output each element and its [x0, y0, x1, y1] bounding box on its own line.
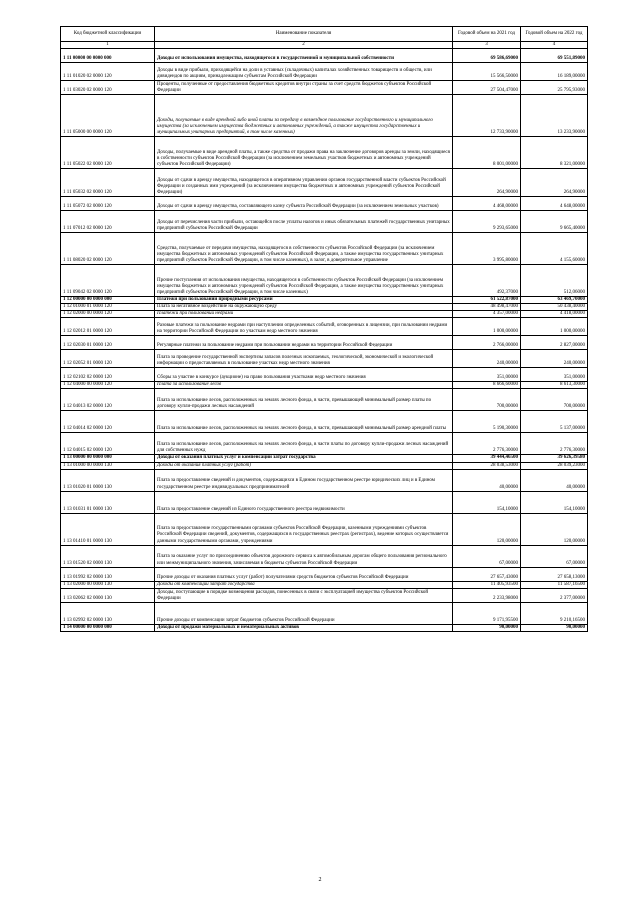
row-value-2022: 11 587,16500: [521, 581, 588, 588]
row-value-2022: 1 000,00000: [521, 318, 588, 336]
row-value-2022: 8 321,00000: [521, 137, 588, 169]
row-value-2021: 2 233,98000: [453, 588, 521, 602]
row-code: 1 12 00000 00 0000 000: [61, 297, 155, 304]
table-row: [61, 350, 588, 368]
row-name: Средства, получаемые от передачи имущества, находящегося в собственности субъектов Российской Федерации (за исключением имущества бюджетных и автономных учреждений субъектов Российской Федерации, а также имущества государственных унитарных предприятий субъектов Российской Федерации, в том числе казенных), в залог, в доверительное управление: [155, 233, 453, 265]
header-code: Код бюджетной классификации: [61, 27, 155, 42]
row-value-2021: 8 666,60000: [453, 382, 521, 389]
row-value-2021: 240,00000: [453, 350, 521, 368]
row-value-2021: 4 357,00000: [453, 311, 521, 318]
row-code: 1 14 00000 00 0000 000: [61, 624, 155, 631]
row-code: 1 12 02052 01 0000 120: [61, 350, 155, 368]
row-code: 1 12 02102 02 0000 120: [61, 368, 155, 382]
row-value-2022: 512,06000: [521, 265, 588, 297]
table-row: [61, 389, 588, 411]
row-value-2021: 40,00000: [453, 469, 521, 491]
row-value-2021: 3 995,80000: [453, 233, 521, 265]
row-name: Прочие доходы от оказания платных услуг (работ) получателями средств бюджетов субъектов Российской Федерации: [155, 567, 453, 581]
row-value-2021: 154,10000: [453, 491, 521, 513]
row-value-2022: 351,00000: [521, 368, 588, 382]
row-name: Доходы, получаемые в виде арендной платы, а также средства от продажи права на заключение договоров аренды за земли, находящиеся в собственности субъектов Российской Федерации (за исключением земельных участков бюджетных и автономных учреждений субъектов Российской Федерации): [155, 137, 453, 169]
table-row: [61, 545, 588, 567]
table-row: [61, 197, 588, 211]
row-value-2021: 700,00000: [453, 389, 521, 411]
row-code: 1 13 01520 02 0000 130: [61, 545, 155, 567]
row-name: Доходы в виде прибыли, приходящейся на доли в уставных (складочных) капиталах хозяйственных товариществ и обществ, или дивидендов по акциям, принадлежащим субъектам Российской Федерации: [155, 63, 453, 81]
row-code: 1 11 07012 02 0000 120: [61, 211, 155, 233]
table-row: [61, 491, 588, 513]
table-row: [61, 368, 588, 382]
row-code: 1 13 01031 01 0000 130: [61, 491, 155, 513]
row-code: 1 12 04015 02 0000 120: [61, 433, 155, 455]
table-row: [61, 336, 588, 350]
row-value-2021: 5 190,30000: [453, 411, 521, 433]
header-name: Наименование показателя: [155, 27, 453, 42]
row-value-2021: 27 504,47000: [453, 81, 521, 95]
row-code: 1 12 04013 02 0000 120: [61, 389, 155, 411]
row-code: 1 11 00000 00 0000 000: [61, 49, 155, 63]
row-value-2021: 2 776,30000: [453, 433, 521, 455]
row-name: Плата за негативное воздействие на окружающую среду: [155, 304, 453, 311]
row-value-2021: 2 766,00000: [453, 336, 521, 350]
table-row: [61, 311, 588, 318]
row-name: Сборы за участие в конкурсе (аукционе) на право пользования участками недр местного значения: [155, 368, 453, 382]
row-name: Плата за использование лесов: [155, 382, 453, 389]
row-value-2022: 50 438,40000: [521, 304, 588, 311]
row-value-2022: 154,10000: [521, 491, 588, 513]
row-value-2022: 9 665,40000: [521, 211, 588, 233]
row-value-2021: 11 405,93500: [453, 581, 521, 588]
row-value-2022: 90,00000: [521, 624, 588, 631]
row-code: 1 13 02000 00 0000 130: [61, 581, 155, 588]
table-row: [61, 382, 588, 389]
row-code: 1 12 02030 01 0000 120: [61, 336, 155, 350]
table-row: [61, 602, 588, 624]
row-code: 1 12 02000 00 0000 120: [61, 311, 155, 318]
row-name: Доходы от оказания платных услуг (работ): [155, 462, 453, 469]
row-value-2021: 39 444,46500: [453, 455, 521, 462]
table-row: [61, 137, 588, 169]
row-code: 1 11 05000 00 0000 120: [61, 95, 155, 137]
row-code: 1 11 05032 02 0000 120: [61, 169, 155, 197]
row-name: Плата за предоставление сведений и документов, содержащихся в Едином государственном реестре юридических лиц и в Едином государственном реестре индивидуальных предпринимателей: [155, 469, 453, 491]
row-value-2022: 2 377,00000: [521, 588, 588, 602]
row-value-2022: 40,00000: [521, 469, 588, 491]
row-value-2022: 9 210,16500: [521, 602, 588, 624]
row-code: 1 11 09042 02 0000 120: [61, 265, 155, 297]
row-value-2022: 4 648,00000: [521, 197, 588, 211]
table-row: [61, 588, 588, 602]
table-header-row: [61, 27, 588, 42]
column-number: 4: [521, 42, 588, 49]
row-value-2022: 16 189,00000: [521, 63, 588, 81]
row-name: Плата за использование лесов, расположенных на землях лесного фонда, в части, превышающей минимальный размер платы по договору купли-продажи лесных насаждений: [155, 389, 453, 411]
row-name: Доходы, поступающие в порядке возмещения расходов, понесенных в связи с эксплуатацией имущества субъектов Российской Федерации: [155, 588, 453, 602]
column-number: 1: [61, 42, 155, 49]
row-value-2021: 8 001,00000: [453, 137, 521, 169]
row-value-2022: 28 039,23000: [521, 462, 588, 469]
row-name: Доходы от перечисления части прибыли, остающейся после уплаты налогов и иных обязательных платежей государственных унитарных предприятий субъектов Российской Федерации: [155, 211, 453, 233]
row-code: 1 11 05072 02 0000 120: [61, 197, 155, 211]
row-value-2021: 28 038,53000: [453, 462, 521, 469]
row-code: 1 11 08020 02 0000 120: [61, 233, 155, 265]
row-value-2022: 2 827,00000: [521, 336, 588, 350]
row-value-2021: 264,90000: [453, 169, 521, 197]
row-value-2021: 4 468,00000: [453, 197, 521, 211]
row-value-2021: 15 566,50000: [453, 63, 521, 81]
table-row: [61, 81, 588, 95]
table-row: [61, 265, 588, 297]
row-name: Регулярные платежи за пользование недрами при пользовании недрами на территории Российской Федерации: [155, 336, 453, 350]
header-2021: Годовой объем на 2021 год: [453, 27, 521, 42]
row-value-2022: 63 469,70000: [521, 297, 588, 304]
row-name: Плата за предоставление государственными органами субъектов Российской Федерации, казенными учреждениями субъектов Российской Федерации сведений, документов, содержащихся в государственных реестрах (регистрах), ведение которых осуществляется данными государственными органами, учреждениями: [155, 513, 453, 545]
table-row: [61, 95, 588, 137]
table-body: [61, 49, 588, 632]
row-value-2022: 69 551,89000: [521, 49, 588, 63]
row-value-2022: 4 155,60000: [521, 233, 588, 265]
row-code: 1 13 01410 01 0000 130: [61, 513, 155, 545]
column-number: 2: [155, 42, 453, 49]
table-row: [61, 567, 588, 581]
row-code: 1 11 05022 02 0000 120: [61, 137, 155, 169]
row-value-2021: 351,00000: [453, 368, 521, 382]
row-name: Доходы от продажи материальных и нематериальных активов: [155, 624, 453, 631]
row-value-2022: 240,00000: [521, 350, 588, 368]
table-row: [61, 411, 588, 433]
row-code: 1 12 04000 00 0000 120: [61, 382, 155, 389]
row-name: Плата за проведение государственной экспертизы запасов полезных ископаемых, геологической, экономической и экологической информации о предоставляемых в пользование участках недр местного значения: [155, 350, 453, 368]
row-name: Доходы, получаемые в виде арендной либо иной платы за передачу в возмездное пользование государственного и муниципального имущества (за исключением имущества бюджетных и автономных учреждений, а также имущества государственных и муниципальных унитарных предприятий, в том числе казенных): [155, 95, 453, 137]
row-value-2021: 1 000,00000: [453, 318, 521, 336]
row-name: Плата за использование лесов, расположенных на землях лесного фонда, в части платы по договору купли-продажи лесных насаждений для собственных нужд: [155, 433, 453, 455]
row-name: Плата за предоставление сведений из Единого государственного реестра недвижимости: [155, 491, 453, 513]
row-value-2022: 4 418,00000: [521, 311, 588, 318]
table-row: [61, 297, 588, 304]
row-name: Платежи при пользовании недрами: [155, 311, 453, 318]
table-row: [61, 624, 588, 631]
table-row: [61, 49, 588, 63]
row-value-2022: 264,90000: [521, 169, 588, 197]
row-value-2022: 67,00000: [521, 545, 588, 567]
page-number: 2: [318, 877, 322, 883]
column-numbers-row: [61, 42, 588, 49]
row-code: 1 11 03020 02 0000 120: [61, 81, 155, 95]
row-name: Прочие доходы от компенсации затрат бюджетов субъектов Российской Федерации: [155, 602, 453, 624]
table-row: [61, 581, 588, 588]
row-code: 1 13 01000 00 0000 130: [61, 462, 155, 469]
revenue-table: [60, 26, 588, 632]
row-value-2022: 2 776,30000: [521, 433, 588, 455]
row-value-2021: 27 657,43000: [453, 567, 521, 581]
table-row: [61, 304, 588, 311]
table-row: [61, 433, 588, 455]
table-row: [61, 63, 588, 81]
row-value-2022: 700,00000: [521, 389, 588, 411]
table-row: [61, 169, 588, 197]
row-value-2021: 69 586,69000: [453, 49, 521, 63]
row-value-2021: 90,00000: [453, 624, 521, 631]
row-name: Доходы от сдачи в аренду имущества, находящегося в оперативном управлении органов государственной власти субъектов Российской Федерации и созданных ими учреждений (за исключением имущества бюджетных и автономных учреждений субъектов Российской Федерации): [155, 169, 453, 197]
row-code: 1 12 04014 02 0000 120: [61, 411, 155, 433]
row-value-2021: 48 498,47000: [453, 304, 521, 311]
header-2022: Годовой объем на 2022 год: [521, 27, 588, 42]
row-name: Разовые платежи за пользование недрами при наступлении определенных событий, оговоренных в лицензии, при пользовании недрами на территории Российской Федерации по участкам недр местного значения: [155, 318, 453, 336]
row-code: 1 11 01020 02 0000 120: [61, 63, 155, 81]
row-name: Доходы от компенсации затрат государства: [155, 581, 453, 588]
column-number: 3: [453, 42, 521, 49]
row-value-2022: 13 233,90000: [521, 95, 588, 137]
row-name: Прочие поступления от использования имущества, находящегося в собственности субъектов Российской Федерации (за исключением имущества бюджетных и автономных учреждений субъектов Российской Федерации, а также имущества государственных унитарных предприятий субъектов Российской Федерации, в том числе казенных): [155, 265, 453, 297]
row-name: Плата за использование лесов, расположенных на землях лесного фонда, в части, превышающей минимальный размер арендной платы: [155, 411, 453, 433]
table-row: [61, 455, 588, 462]
row-name: Доходы от оказания платных услуг и компенсации затрат государства: [155, 455, 453, 462]
row-code: 1 13 02992 02 0000 130: [61, 602, 155, 624]
row-value-2021: 9 171,95500: [453, 602, 521, 624]
table-row: [61, 318, 588, 336]
row-name: Доходы от сдачи в аренду имущества, составляющего казну субъекта Российской Федерации (за исключением земельных участков): [155, 197, 453, 211]
row-value-2022: 39 626,39580: [521, 455, 588, 462]
table-row: [61, 233, 588, 265]
row-value-2022: 8 613,30000: [521, 382, 588, 389]
row-name: Платежи при пользовании природными ресурсами: [155, 297, 453, 304]
row-name: Плата за оказание услуг по присоединению объектов дорожного сервиса к автомобильным дорогам общего пользования регионального или межмуниципального значения, зачисляемая в бюджеты субъектов Российской Федерации: [155, 545, 453, 567]
row-name: Доходы от использования имущества, находящегося в государственной и муниципальной собственности: [155, 49, 453, 63]
table-row: [61, 469, 588, 491]
row-code: 1 13 01992 02 0000 130: [61, 567, 155, 581]
row-value-2021: 67,00000: [453, 545, 521, 567]
row-value-2021: 9 293,65000: [453, 211, 521, 233]
row-value-2022: 5 137,00000: [521, 411, 588, 433]
row-code: 1 13 01020 01 0000 130: [61, 469, 155, 491]
row-code: 1 13 00000 00 0000 000: [61, 455, 155, 462]
row-value-2022: 25 795,93000: [521, 81, 588, 95]
row-code: 1 12 01000 01 0000 120: [61, 304, 155, 311]
row-value-2021: 492,37000: [453, 265, 521, 297]
row-value-2021: 120,00000: [453, 513, 521, 545]
table-row: [61, 211, 588, 233]
table-row: [61, 462, 588, 469]
row-value-2022: 120,00000: [521, 513, 588, 545]
table-row: [61, 513, 588, 545]
row-value-2021: 12 733,90000: [453, 95, 521, 137]
row-name: Проценты, полученные от предоставления бюджетных кредитов внутри страны за счет средств бюджетов субъектов Российской Федерации: [155, 81, 453, 95]
row-value-2022: 27 658,13000: [521, 567, 588, 581]
row-code: 1 13 02062 02 0000 130: [61, 588, 155, 602]
row-value-2021: 61 522,87000: [453, 297, 521, 304]
row-code: 1 12 02012 01 0000 120: [61, 318, 155, 336]
